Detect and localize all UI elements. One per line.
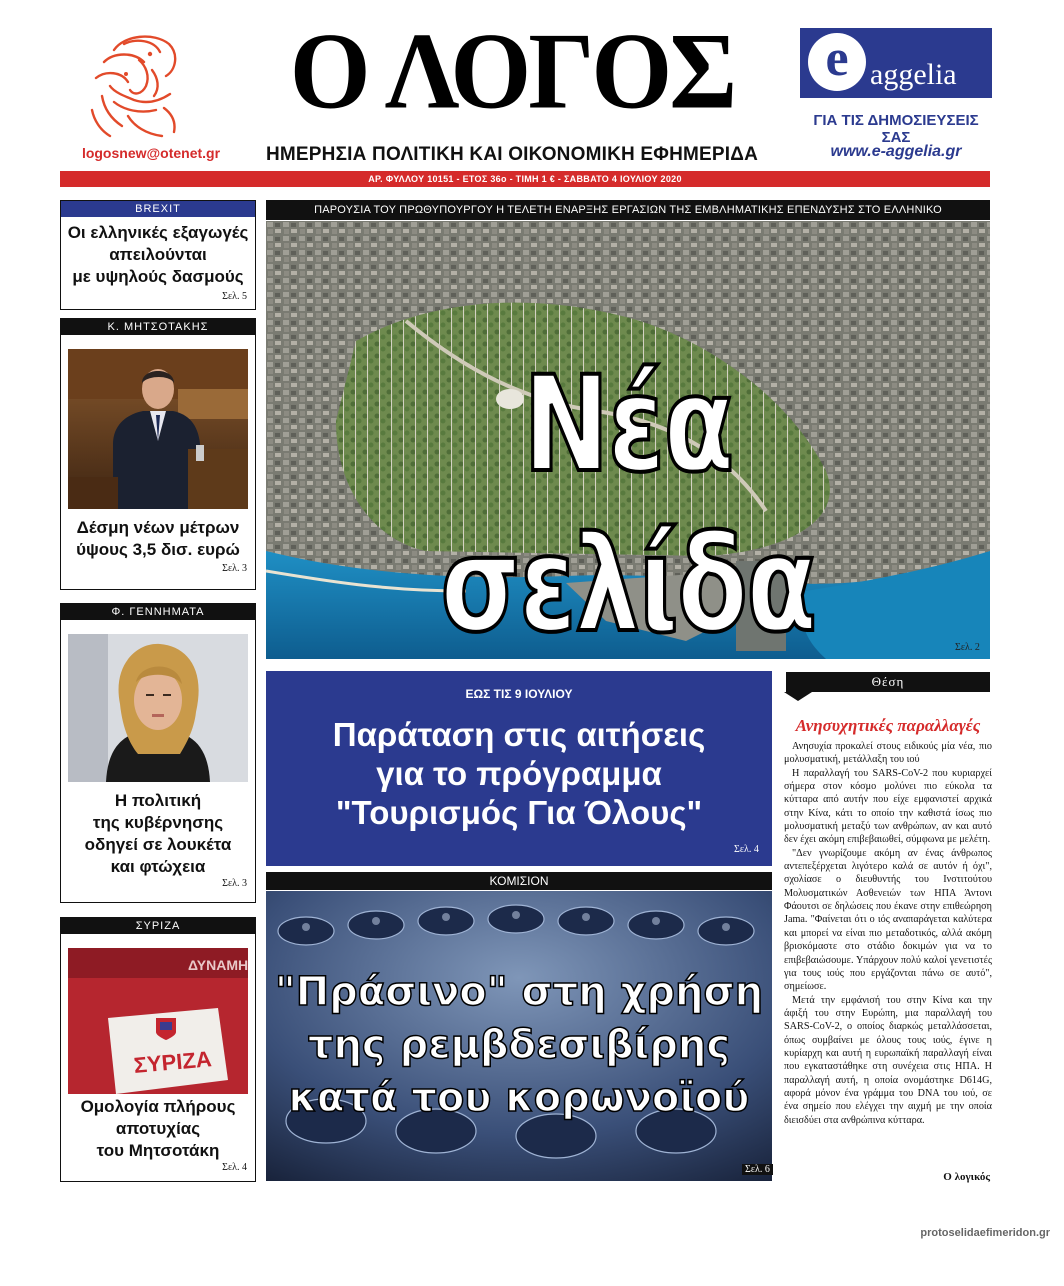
thesi-title: Ανησυχητικές παραλλαγές — [795, 716, 981, 735]
newspaper-title: Ο ΛΟΓΟΣ — [289, 11, 735, 132]
sidebar-syriza-text-1: Ομολογία πλήρους — [80, 1097, 236, 1116]
thesi-paragraph: Μετά την εμφάνισή του στην Κίνα και την άφιξή του στην Ευρώπη, μια παραλλαγή του SARS-CoV-2, ο οποίος διαρκώς μεταλλάσσεται, όπως συμβαίνει με όλους τους ιούς, έγινε η κυρίαρχη και αυτή η ευρωπαϊκή παραλλαγή είναι που εγκαταστάθηκε στη συνέχεια στις ΗΠΑ. Η παραλλαγή αυτή, η οποία ονομάστηκε D614G, αφορά μόνον ένα γράμμα του DNA του ιού, σε ένα σημείο που ελέγχει την αιχμή με την οποία διεισδύει στα ανθρώπινα κύτταρα. — [784, 994, 992, 1126]
thesi-paragraph: Ανησυχία προκαλεί στους ειδικούς μία νέα, πιο μολυσματική, μετάλλαξη του ιού — [784, 741, 992, 766]
sidebar-gennimata-text-3: οδηγεί σε λουκέτα — [84, 835, 232, 854]
komision-line-3: κατά του κορωνοϊού — [288, 1075, 750, 1121]
sidebar-mitsotakis-label: Κ. ΜΗΤΣΟΤΑΚΗΣ — [61, 319, 255, 335]
syriza-photo-bg-text: ΔΥΝΑΜΗ — [188, 957, 248, 973]
eaggelia-tagline: ΓΙΑ ΤΙΣ ΔΗΜΟΣΙΕΥΣΕΙΣ ΣΑΣ — [813, 112, 979, 146]
syriza-photo-text: ΣΥΡΙΖΑ — [132, 1046, 213, 1078]
sidebar-gennimata-text-4: και φτώχεια — [110, 857, 206, 876]
newspaper-logo-illustration — [84, 30, 189, 142]
lead-headline: Νέα σελίδα — [440, 348, 816, 662]
sidebar-gennimata-text-1: Η πολιτική — [114, 791, 202, 810]
tourism-line-2: για το πρόγραμμα — [376, 755, 662, 792]
sidebar-brexit-text-3: με υψηλούς δασμούς — [72, 267, 244, 286]
sidebar-mitsotakis-text-1: Δέσμη νέων μέτρων — [76, 518, 240, 537]
sidebar-brexit-label: BREXIT — [61, 201, 255, 217]
eaggelia-ad-logo — [800, 28, 992, 98]
lead-banner: ΠΑΡΟΥΣΙΑ ΤΟΥ ΠΡΩΘΥΠΟΥΡΓΟΥ Η ΤΕΛΕΤΗ ΕΝΑΡΞΗΣ ΕΡΓΑΣΙΩΝ ΤΗΣ ΕΜΒΛΗΜΑΤΙΚΗΣ ΕΠΕΝΔΥΣΗΣ ΣΤΟ ΕΛΛΗΝΙΚΟ — [266, 200, 990, 220]
tourism-kicker: ΕΩΣ ΤΙΣ 9 ΙΟΥΛΙΟΥ — [465, 687, 573, 701]
mitsotakis-photo — [68, 349, 248, 509]
sidebar-syriza — [60, 917, 256, 1182]
gennimata-photo — [68, 634, 248, 782]
sidebar-brexit-text-2: απειλούνται — [109, 245, 207, 264]
sidebar-gennimata — [60, 603, 256, 903]
sidebar-brexit-text-1: Οι ελληνικές εξαγωγές — [67, 223, 249, 242]
newspaper-subtitle: ΗΜΕΡΗΣΙΑ ΠΟΛΙΤΙΚΗ ΚΑΙ ΟΙΚΟΝΟΜΙΚΗ ΕΦΗΜΕΡΙΔΑ — [265, 144, 759, 165]
thesi-body — [784, 740, 992, 1127]
sidebar-brexit — [60, 200, 256, 310]
tourism-headline — [266, 715, 772, 832]
eaggelia-e-icon: e — [808, 33, 866, 91]
komision-line-1: "Πράσινο" στη χρήση — [274, 969, 764, 1015]
komision-label: ΚΟΜΙΣΙΟΝ — [266, 872, 772, 890]
sidebar-brexit-page: Σελ. 5 — [222, 291, 247, 302]
sidebar-gennimata-label: Φ. ΓΕΝΝΗΜΑΤΑ — [61, 604, 255, 620]
sidebar-syriza-text-3: του Μητσοτάκη — [96, 1141, 220, 1160]
thesi-label: Θέση — [786, 672, 990, 692]
source-watermark: protoselidaefimeridon.gr — [920, 1227, 1050, 1239]
thesi-paragraph: "Δεν γνωρίζουμε ακόμη αν ένας άνθρωπος αντεπεξέρχεται λιγότερο καλά σε αυτόν ή όχι", σχολίασε ο διευθυντής του Ινστιτούτου Μολυσματικών Ασθενειών των ΗΠΑ Άντονι Φάουτσι σε δηλώσεις που έκανε στην επιθεώρηση Jama. "Φαίνεται ότι ο ιός αναπαράγεται καλύτερα και μπορεί να είναι πιο μεταδοτικός, αλλά ακόμη βρισκόμαστε στο στάδιο δοκιμών για να το επιβεβαιώσουμε. Υπάρχουν πολύ καλοί γενετιστές για τους ιούς που εργάζονται πάνω σε αυτό", σημείωσε. — [784, 847, 992, 993]
lead-page: Σελ. 2 — [955, 642, 980, 653]
tourism-page: Σελ. 4 — [734, 844, 759, 855]
sidebar-syriza-label: ΣΥΡΙΖΑ — [61, 918, 255, 934]
komision-headline — [266, 966, 772, 1125]
sidebar-syriza-text-2: αποτυχίας — [115, 1119, 201, 1138]
tourism-story — [266, 671, 772, 866]
sidebar-syriza-page: Σελ. 4 — [222, 1162, 247, 1173]
sidebar-mitsotakis-page: Σελ. 3 — [222, 563, 247, 574]
komision-line-2: της ρεμβδεσιβίρης — [307, 1022, 731, 1068]
issue-bar — [60, 171, 990, 187]
sidebar-gennimata-text-2: της κυβέρνησης — [92, 813, 224, 832]
sidebar-gennimata-page: Σελ. 3 — [222, 878, 247, 889]
tourism-line-3: "Τουρισμός Για Όλους" — [335, 794, 703, 831]
syriza-photo — [68, 948, 248, 1094]
issue-line: ΑΡ. ΦΥΛΛΟΥ 10151 - ΕΤΟΣ 36ο - ΤΙΜΗ 1 € - ΣΑΒΒΑΤΟ 4 ΙΟΥΛΙΟΥ 2020 — [368, 174, 682, 184]
thesi-signature: Ο λογικός — [943, 1171, 990, 1183]
komision-page: Σελ. 6 — [742, 1164, 773, 1175]
contact-email: logosnew@otenet.gr — [81, 145, 221, 161]
eaggelia-url: www.e-aggelia.gr — [830, 143, 962, 160]
sidebar-mitsotakis — [60, 318, 256, 590]
eaggelia-word: aggelia — [870, 58, 957, 91]
thesi-paragraph: Η παραλλαγή του SARS-CoV-2 που κυριαρχεί σήμερα στον κόσμο μολύνει πιο εύκολα τα κύτταρα από αυτήν που είχε εμφανιστεί αρχικά στην Κίνα, κάτι το οποίο την καθιστά ίσως πιο μολυσματική μεταξύ των ανθρώπων, αν και αυτό δεν έχει ακόμη επιβεβαιωθεί, σύμφωνα με μελέτη. — [784, 767, 992, 846]
sidebar-mitsotakis-text-2: ύψους 3,5 δισ. ευρώ — [76, 540, 240, 559]
tourism-line-1: Παράταση στις αιτήσεις — [332, 716, 706, 753]
thesi-pointer — [784, 692, 812, 701]
